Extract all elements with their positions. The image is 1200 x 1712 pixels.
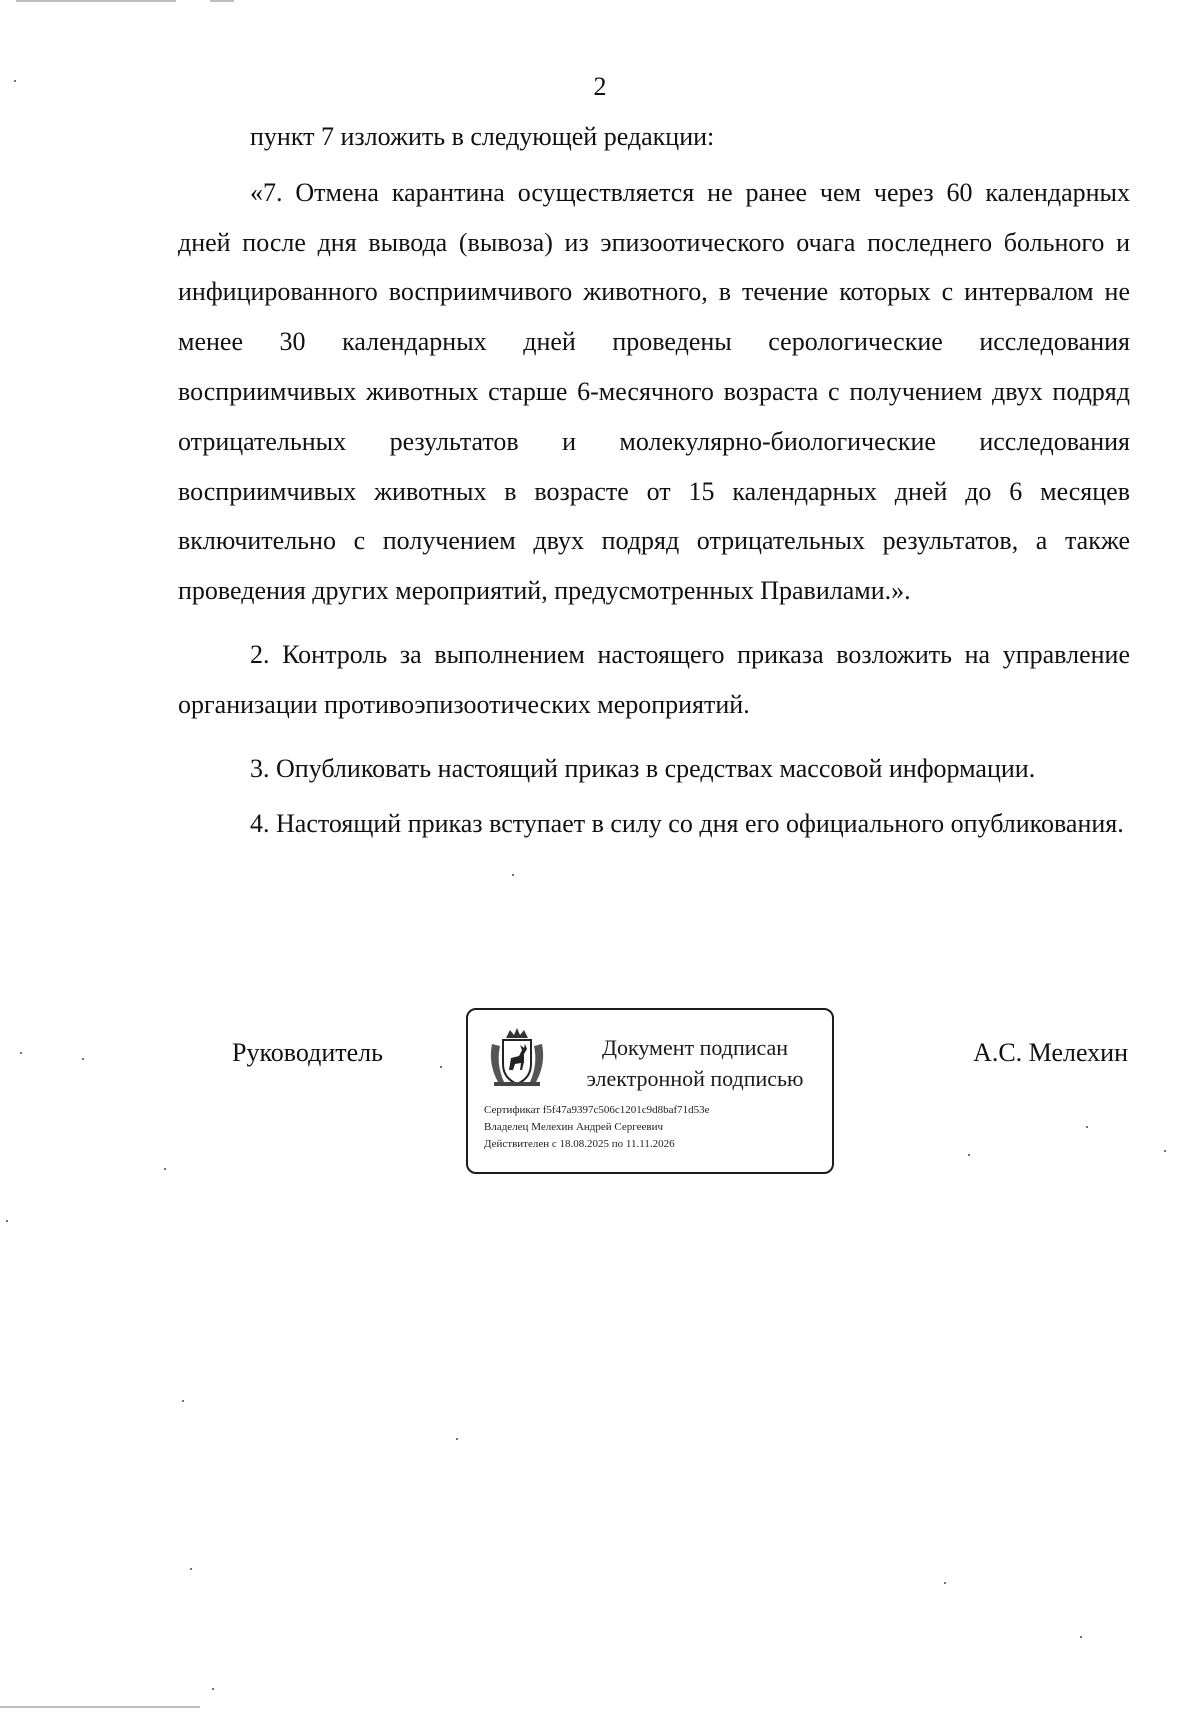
scan-edge-line xyxy=(210,0,234,2)
scan-speck xyxy=(944,1582,946,1584)
scan-edge-line xyxy=(16,0,176,2)
electronic-signature-stamp xyxy=(466,1008,834,1174)
signer-title: Руководитель xyxy=(232,1038,383,1067)
certificate-number: Сертификат f5f47a9397c506c1201c9d8baf71d53e xyxy=(484,1104,710,1116)
amendment-text xyxy=(178,112,1130,849)
scan-speck xyxy=(1080,1636,1082,1638)
scan-speck xyxy=(1164,1150,1166,1152)
clause-7-paragraph: «7. Отмена карантина осуществляется не ранее чем через 60 календарных дней после дня вывода (вывоза) из эпизоотического очага последнего больного и инфицированного восприимчивого животного, в течение которых с интервалом не менее 30 календарных дней проведены серологические исследования восприимчивых животных старше 6-месячного возраста с получением двух подряд отрицательных результатов и молекулярно-биологические исследования восприимчивых животных в возрасте от 15 календарных дней до 6 месяцев включительно с получением двух подряд отрицательных результатов, а также проведения других мероприятий, предусмотренных Правилами.». xyxy=(178,177,1130,606)
certificate-validity: Действителен с 18.08.2025 по 11.11.2026 xyxy=(484,1138,675,1150)
certificate-owner: Владелец Мелехин Андрей Сергеевич xyxy=(484,1121,664,1133)
item-3-paragraph: 3. Опубликовать настоящий приказ в средствах массовой информации. xyxy=(250,753,1036,783)
scan-speck xyxy=(164,1168,166,1170)
item-2-paragraph: 2. Контроль за выполнением настоящего приказа возложить на управление организации противоэпизоотических мероприятий. xyxy=(178,639,1130,719)
scan-speck xyxy=(6,1220,8,1222)
scan-speck xyxy=(82,1058,84,1060)
scan-edge-line xyxy=(0,1706,200,1708)
coat-of-arms-icon xyxy=(484,1024,550,1090)
scan-speck xyxy=(190,1568,192,1570)
scan-speck xyxy=(512,874,514,876)
scan-speck xyxy=(182,1400,184,1402)
scan-speck xyxy=(456,1438,458,1440)
stamp-title-line-2: электронной подписью xyxy=(586,1066,804,1091)
item-4-paragraph: 4. Настоящий приказ вступает в силу со дня его официального опубликования. xyxy=(250,809,1124,839)
page-number: 2 xyxy=(593,72,607,101)
stamp-title xyxy=(564,1032,826,1094)
scan-speck xyxy=(1086,1126,1088,1128)
scan-speck xyxy=(212,1688,214,1690)
stamp-title-line-1: Документ подписан xyxy=(601,1035,789,1060)
scan-speck xyxy=(20,1052,22,1054)
scan-speck xyxy=(440,1066,442,1068)
scan-speck xyxy=(968,1154,970,1156)
certificate-details xyxy=(484,1102,830,1153)
intro-paragraph: пункт 7 изложить в следующей редакции: xyxy=(250,122,715,151)
signer-name: А.С. Мелехин xyxy=(973,1038,1128,1067)
